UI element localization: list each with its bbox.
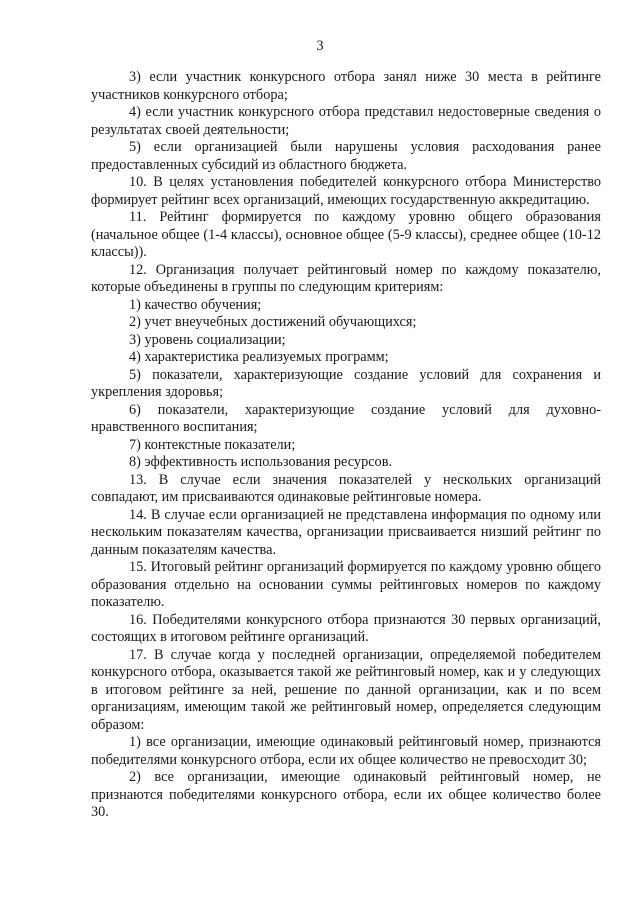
criterion-3: 3) уровень социализации;: [129, 331, 286, 348]
paragraph-11: 11. Рейтинг формируется по каждому уровню общего образования (начальное общее (1-4 классы), основное общее (5-9 классы), среднее общее (10-12 классы)).: [91, 209, 601, 260]
paragraph-14: 14. В случае если организацией не представлена информация по одному или нескольким показателям качества, организации присваивается низший рейтинг по данным показателям качества.: [91, 506, 601, 558]
paragraph-17: 17. В случае когда у последней организации, определяемой победителем конкурсного отбора, оказывается такой же рейтинговый номер, как и у следующих в итоговом рейтинге за ней, решение по данной организации, как и по всем организациям, имеющим такой же рейтинговый номер, определяется следующим образом:: [91, 646, 601, 733]
paragraph-15: 15. Итоговый рейтинг организаций формируется по каждому уровню общего образования отдельно на основании суммы рейтинговых номеров по каждому показателю.: [91, 559, 601, 610]
paragraph-13: 13. В случае если значения показателей у нескольких организаций совпадают, им присваиваются одинаковые рейтинговые номера.: [91, 471, 601, 505]
document-body: [91, 69, 601, 822]
paragraph-16: 16. Победителями конкурсного отбора признаются 30 первых организаций, состоящих в итоговом рейтинге организаций.: [91, 611, 601, 645]
criterion-1: 1) качество обучения;: [129, 296, 262, 313]
criterion-7: 7) контекстные показатели;: [129, 436, 296, 453]
rule-1: 1) все организации, имеющие одинаковый рейтинговый номер, признаются победителями конкурсного отбора, если их общее количество не превосходит 30;: [91, 734, 601, 768]
paragraph-exclusion-3: 3) если участник конкурсного отбора занял ниже 30 места в рейтинге участников конкурсного отбора;: [91, 69, 601, 103]
criterion-4: 4) характеристика реализуемых программ;: [129, 349, 389, 365]
criterion-2: 2) учет внеучебных достижений обучающихся;: [129, 314, 417, 330]
paragraph-12: 12. Организация получает рейтинговый номер по каждому показателю, которые объединены в группы по следующим критериям:: [91, 261, 601, 295]
paragraph-exclusion-4: 4) если участник конкурсного отбора представил недостоверные сведения о результатах своей деятельности;: [91, 104, 601, 138]
page-number: 3: [316, 38, 324, 54]
criterion-8: 8) эффективность использования ресурсов.: [129, 454, 393, 470]
paragraph-10: 10. В целях установления победителей конкурсного отбора Министерство формирует рейтинг всех организаций, имеющих государственную аккредитацию.: [91, 174, 601, 208]
criterion-6: 6) показатели, характеризующие создание условий для духовно-нравственного воспитания;: [91, 401, 601, 435]
paragraph-exclusion-5: 5) если организацией были нарушены условия расходования ранее предоставленных субсидий из областного бюджета.: [91, 139, 601, 173]
criterion-5: 5) показатели, характеризующие создание условий для сохранения и укрепления здоровья;: [91, 366, 601, 400]
rule-2: 2) все организации, имеющие одинаковый рейтинговый номер, не признаются победителями конкурсного отбора, если их общее количество более 30.: [91, 769, 601, 820]
